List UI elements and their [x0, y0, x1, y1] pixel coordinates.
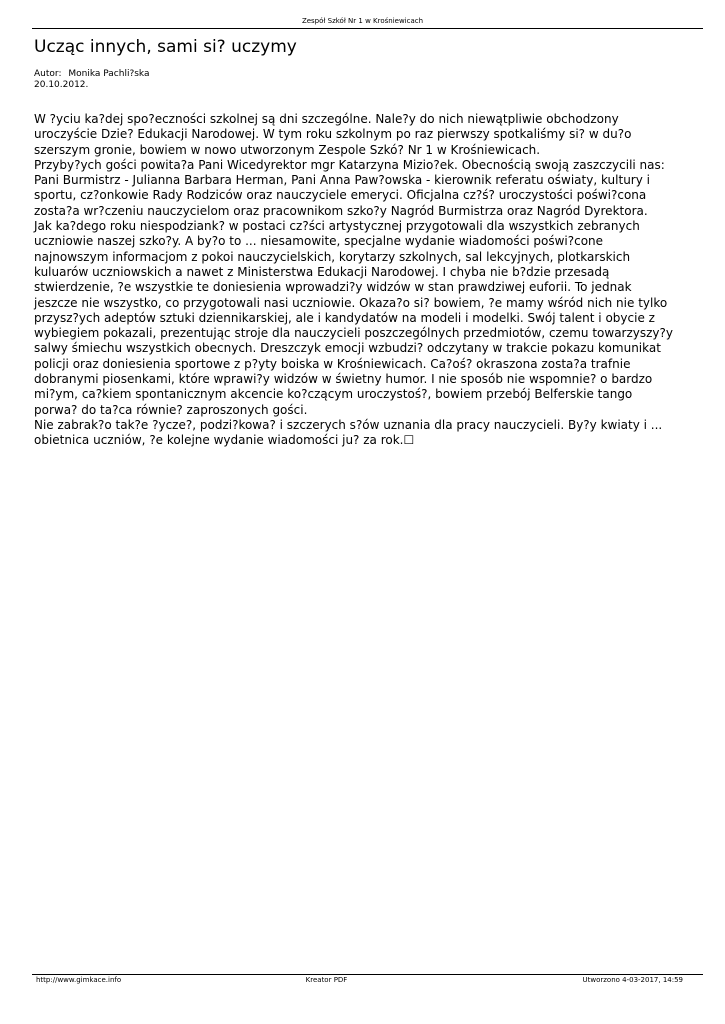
footer-generator: Kreator PDF — [305, 976, 348, 984]
body-line: przysz?ych adeptów sztuki dziennikarskiej, ale i kandydatów na modeli i modelki. Swój talent i obycie z — [34, 310, 655, 325]
author-name: Monika Pachli?ska — [68, 69, 150, 79]
body-line: uroczyście Dzie? Edukacji Narodowej. W tym roku szkolnym po raz pierwszy spotkaliśmy si? w du?o — [34, 127, 632, 142]
body-line: sportu, cz?onkowie Rady Rodziców oraz nauczyciele emeryci. Oficjalna cz?ś? uroczystości poświ?cona — [34, 188, 647, 203]
body-line: obietnica uczniów, ?e kolejne wydanie wiadomości ju? za rok.☐ — [34, 433, 415, 448]
header-school-name: Zespół Szkół Nr 1 w Krośniewicach — [301, 17, 424, 25]
body-line: porwa? do ta?ca równie? zaproszonych gości. — [34, 402, 308, 417]
body-line: mi?ym, ca?kiem spontanicznym akcencie ko?czącym uroczystoś?, bowiem przebój Belferskie tango — [34, 387, 633, 402]
footer-created-date: Utworzono 4-03-2017, 14:59 — [582, 976, 683, 984]
body-line: zosta?a wr?czeniu nauczycielom oraz pracownikom szko?y Nagród Burmistrza oraz Nagród Dyrektora. — [34, 203, 648, 218]
body-line: najnowszym informacjom z pokoi nauczycielskich, korytarzy szkolnych, sal lekcyjnych, plotkarskich — [34, 249, 631, 264]
article-date: 20.10.2012. — [34, 80, 89, 90]
article-meta — [34, 69, 150, 91]
author-label: Autor: — [34, 69, 62, 79]
body-line: dobranymi piosenkami, które wprawi?y widzów w świetny humor. I nie sposób nie wspomnie? o bardzo — [34, 372, 653, 387]
body-line: Jak ka?dego roku niespodziank? w postaci cz?ści artystycznej przygotowali dla wszystkich zebranych — [34, 219, 640, 234]
article-body — [34, 112, 694, 449]
body-line: szerszym gronie, bowiem w nowo utworzonym Zespole Szkó? Nr 1 w Krośniewicach. — [34, 142, 541, 157]
header-divider — [32, 28, 703, 29]
body-line: wybiegiem pokazali, prezentując stroje dla nauczycieli poszczególnych przedmiotów, czemu towarzyszy?y — [34, 326, 674, 341]
body-line: stwierdzenie, ?e wszystkie te doniesienia wprowadzi?y widzów w stan prawdziwej euforii. To jednak — [34, 280, 632, 295]
footer-divider — [32, 974, 703, 975]
author-line — [34, 69, 150, 80]
article-title: Ucząc innych, sami si? uczymy — [34, 37, 297, 57]
body-line: Nie zabrak?o tak?e ?ycze?, podzi?kowa? i szczerych s?ów uznania dla pracy nauczycieli. By?y kwiaty i ... — [34, 417, 663, 432]
body-line: Przyby?ych gości powita?a Pani Wicedyrektor mgr Katarzyna Mizio?ek. Obecnością swoją zaszczycili nas: — [34, 157, 665, 172]
body-line: W ?yciu ka?dej spo?eczności szkolnej są dni szczególne. Nale?y do nich niewątpliwie obchodzony — [34, 112, 619, 126]
body-line: Pani Burmistrz - Julianna Barbara Herman, Pani Anna Paw?owska - kierownik referatu oświaty, kultury i — [34, 173, 650, 188]
body-line: jeszcze nie wszystko, co przygotowali nasi uczniowie. Okaza?o si? bowiem, ?e mamy wśród nich nie tylko — [34, 295, 668, 310]
body-line: policji oraz doniesienia sportowe z p?yty boiska w Krośniewicach. Ca?oś? okraszona zosta?a trafnie — [34, 356, 631, 371]
body-line: uczniowie naszej szko?y. A by?o to ... niesamowite, specjalne wydanie wiadomości poświ?cone — [34, 234, 604, 249]
body-line: kuluarów uczniowskich a nawet z Ministerstwa Edukacji Narodowej. I chyba nie b?dzie przesadą — [34, 264, 610, 279]
footer-url-link[interactable]: http://www.gimkace.info — [36, 976, 122, 984]
body-line: salwy śmiechu wszystkich obecnych. Dreszczyk emocji wzbudzi? odczytany w trakcie pokazu komunikat — [34, 341, 661, 356]
